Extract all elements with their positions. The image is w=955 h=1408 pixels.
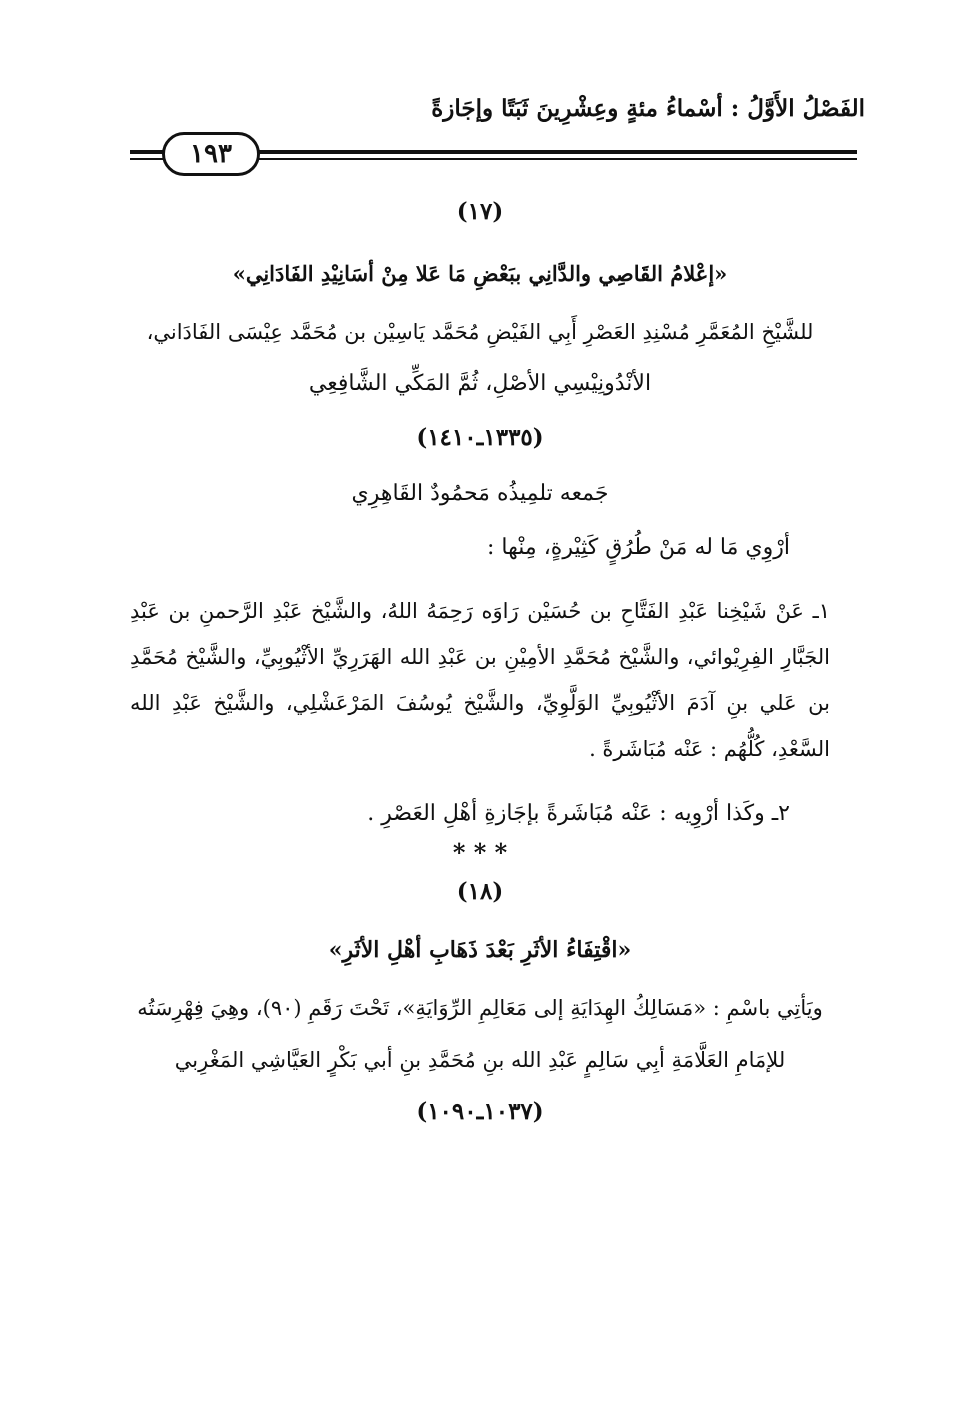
entry-18-number: (١٨) xyxy=(456,878,504,905)
entry-17-item-1: ١ـ عَنْ شَيْخِنا عَبْدِ الفَتَّاحِ بن حُسَيْن رَاوَه رَحِمَهُ اللهُ، والشَّيْخ عَبْدِ الرَّحمنِ بن عَبْدِ الجَبَّارِ الفِرِيْوائي، والشَّيْخ مُحَمَّدِ الأمِيْنِ بن عَبْدِ الله الهَرَرِيِّ الأثْيُوبِيِّ، والشَّيْخ مُحَمَّدِ بن عَلي بنِ آدَمَ الأثْيُوبِيِّ الوَلَّوِيِّ، والشَّيْخ يُوسُفَ المَرْعَشْلِي، والشَّيْخ عَبْدِ الله السَّعْدِ، كُلُّهُم : عَنْه مُبَاشَرةً . xyxy=(130,599,830,761)
entry-18-line-2: للإمَامِ العَلَّامَةِ أبِي سَالِمٍ عَبْدِ الله بنِ مُحَمَّدِ بنِ أبي بَكْرٍ العَيَّاشِي المَغْرِبي xyxy=(174,1048,786,1072)
running-header xyxy=(130,95,865,135)
entry-17-dates: (١٣٣٥ـ١٤١٠) xyxy=(416,424,544,451)
chapter-title: الفَصْلُ الأَوَّلُ : أسْماءُ مئةٍ وعِشْرِينَ ثَبَتًا وإجَازةً xyxy=(431,95,865,122)
separator-stars: * * * xyxy=(452,838,508,867)
entry-17-number: (١٧) xyxy=(456,198,504,225)
entry-17-item-2: ٢ـ وكَذا أرْوِيه : عَنْه مُبَاشَرةً بإجَازةِ أهْلِ العَصْرِ . xyxy=(367,801,790,826)
entry-18-title: «اقْتِفَاءُ الأثَرِ بَعْدَ ذَهَابِ أهْلِ الأثَرِ» xyxy=(328,937,632,963)
entry-17-intro: أرْوِي مَا له مَنْ طُرُقٍ كَثِيْرةٍ، مِنْها : xyxy=(487,535,790,560)
entry-17-author-line-1: للشَّيْخِ المُعَمَّرِ مُسْنِدِ العَصْرِ أَبِي الفَيْضِ مُحَمَّد يَاسِيْن بن مُحَمَّد عِيْسَى الفَادَاني، xyxy=(146,320,814,344)
entry-17-author-line-2: الأنْدُونِيْسِي الأصْلِ، ثُمَّ المَكِّي الشَّافِعِي xyxy=(308,371,652,396)
entry-17-compiler: جَمعه تلمِيذُه مَحمُودٌ القَاهِرِي xyxy=(351,481,609,506)
entry-17-title: «إعْلامُ القَاصِي والدَّانِي ببَعْضِ مَا عَلا مِنْ أسَانِيْدِ الفَادَانِي» xyxy=(232,261,728,286)
page-body xyxy=(130,190,830,1132)
entry-18-dates: (١٠٣٧ـ١٠٩٠) xyxy=(416,1098,544,1125)
entry-18-line-1: ويَأتِي باسْمِ : «مَسَالِكُ الهِدَايَةِ إلى مَعَالِمِ الرِّوَايَةِ»، تَحْتَ رَقَمِ (٩٠)، وهِيَ فِهْرِسَتُه xyxy=(137,996,823,1020)
page-number: ١٩٣ xyxy=(162,132,260,176)
